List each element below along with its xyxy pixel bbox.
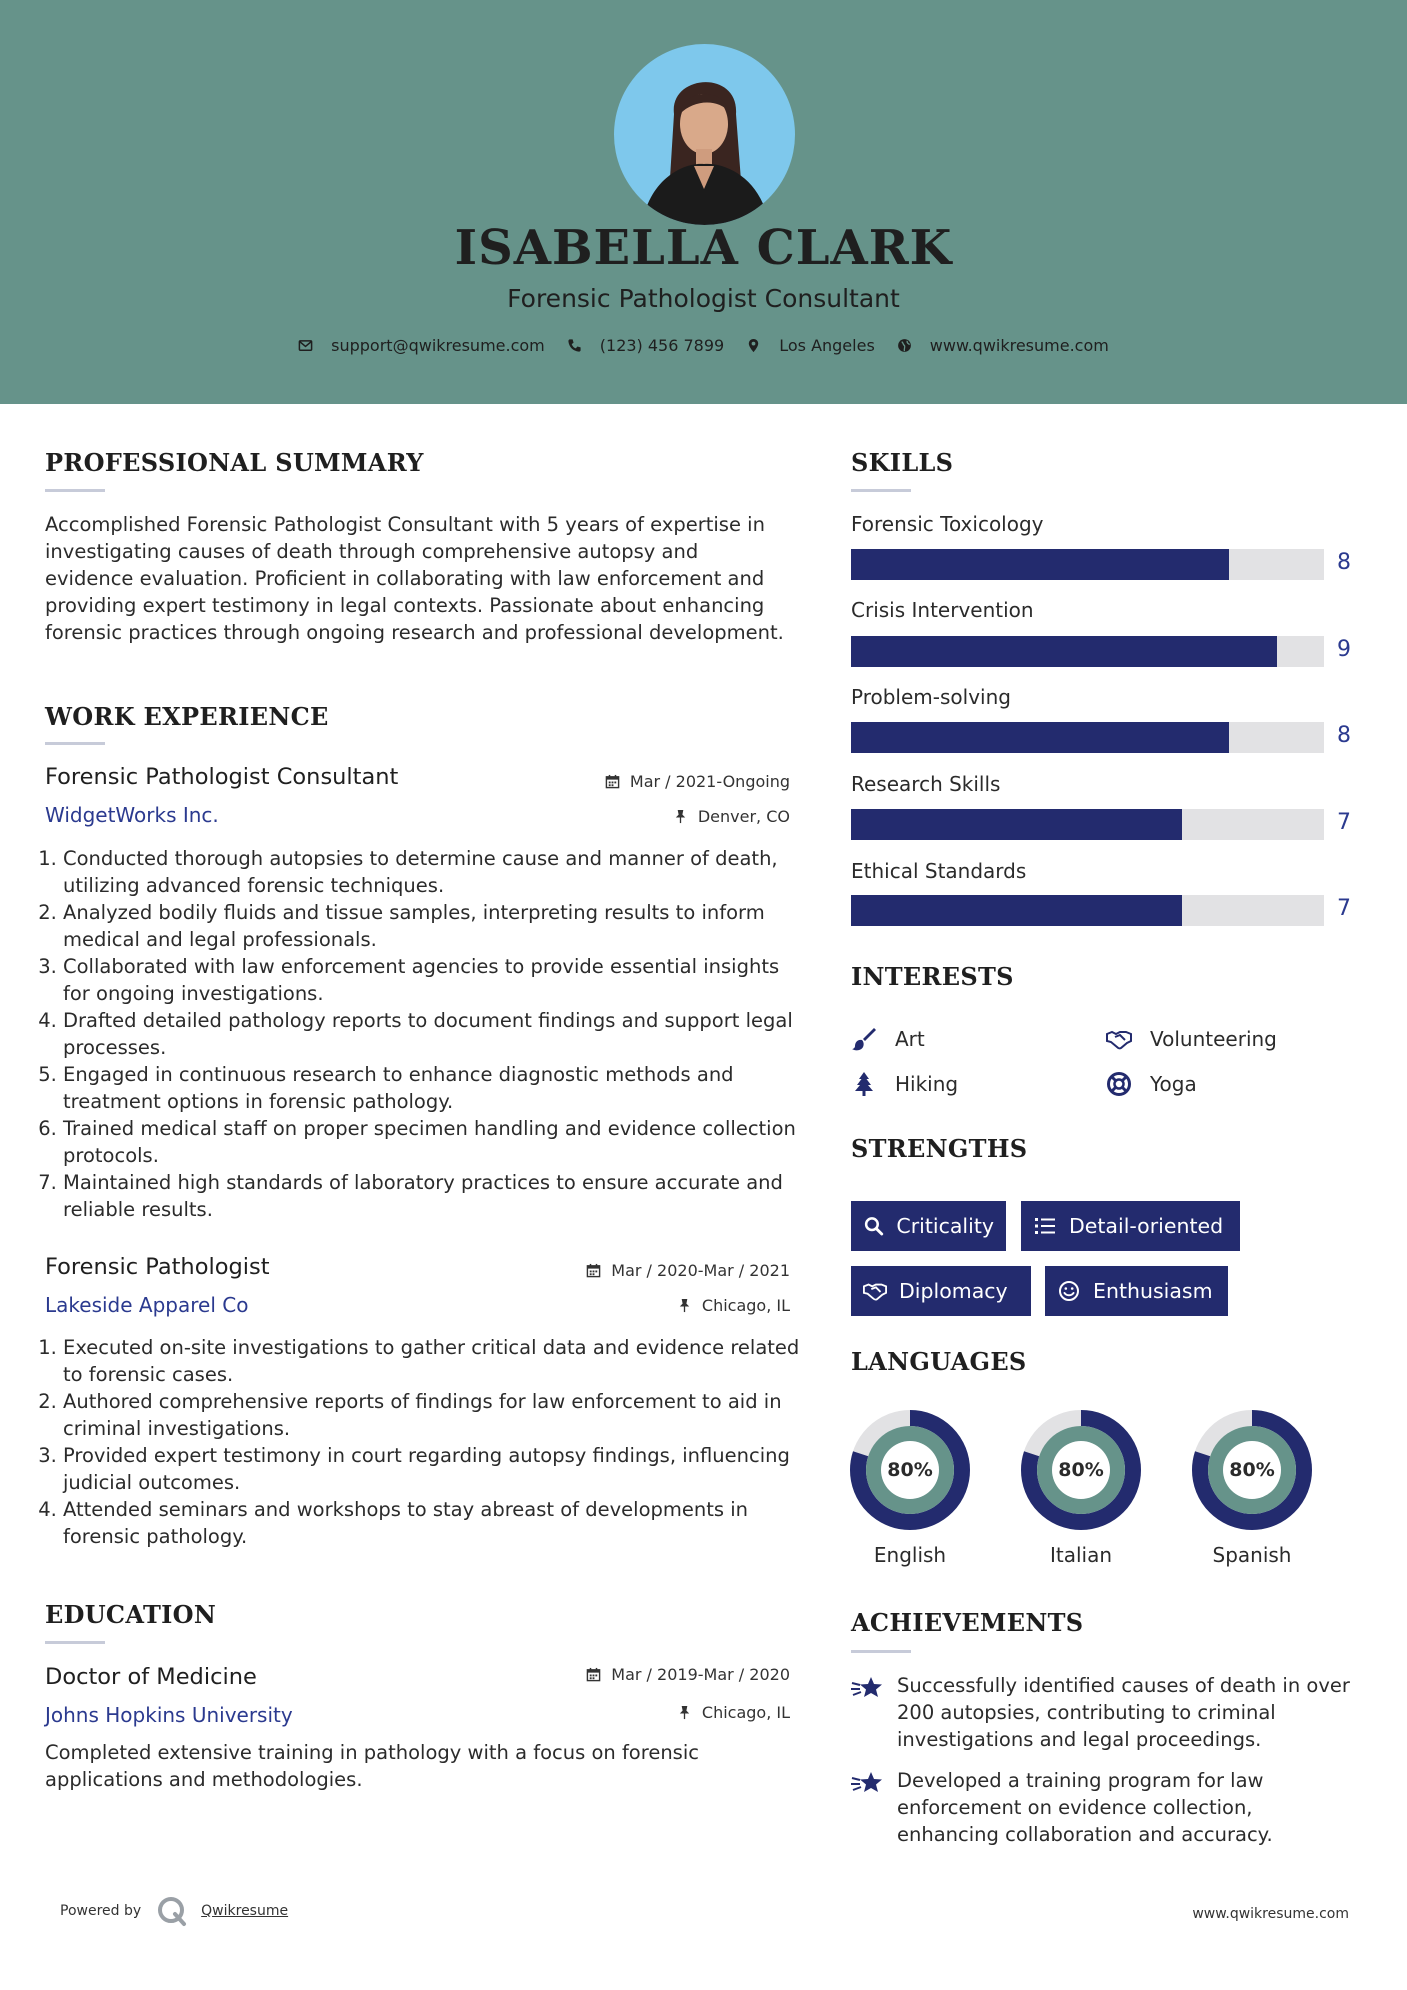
language-label: Spanish <box>1212 1543 1292 1567</box>
interests-heading: INTERESTS <box>851 962 1014 991</box>
education-text: Completed extensive training in pathology with a focus on forensic applications and methodologies. <box>45 1741 699 1791</box>
skill-label: Problem-solving <box>851 685 1011 709</box>
calendar-icon <box>605 774 620 789</box>
strength-chip <box>1021 1201 1240 1251</box>
language-label: English <box>873 1543 947 1567</box>
strength-label: Enthusiasm <box>1093 1279 1213 1303</box>
interest-item <box>1106 1026 1277 1052</box>
contact-phone[interactable] <box>567 336 724 355</box>
calendar-icon <box>586 1263 601 1278</box>
handshake-icon <box>863 1279 887 1303</box>
interest-item <box>851 1026 925 1052</box>
skill-bar-fill <box>851 809 1182 840</box>
list-item: 6. Trained medical staff on proper specimen handling and evidence collection protocols. <box>63 1115 808 1169</box>
skill-value: 8 <box>1337 723 1351 748</box>
language-item <box>849 1409 971 1567</box>
skill-label: Research Skills <box>851 772 1001 796</box>
education-location <box>540 1703 790 1722</box>
skill-value: 7 <box>1337 896 1351 921</box>
strength-chip <box>851 1201 1006 1251</box>
skill-value: 9 <box>1337 637 1351 662</box>
list-item: 7. Maintained high standards of laboratory practices to ensure accurate and reliable results. <box>63 1169 808 1223</box>
handshake-icon <box>1106 1026 1132 1052</box>
contact-location <box>746 336 875 355</box>
strength-chip <box>1045 1266 1228 1316</box>
education-degree: Doctor of Medicine <box>45 1664 257 1690</box>
education-school: Johns Hopkins University <box>45 1703 293 1727</box>
achievements-heading: ACHIEVEMENTS <box>851 1608 1084 1637</box>
interest-label: Hiking <box>895 1072 959 1096</box>
paintbrush-icon <box>851 1026 877 1052</box>
education-heading: EDUCATION <box>45 1600 217 1629</box>
shooting-star-icon <box>851 1674 885 1702</box>
search-icon <box>863 1214 884 1238</box>
list-item: 1. Executed on-site investigations to gather critical data and evidence related to forensic cases. <box>63 1334 808 1388</box>
job-location-text: Denver, CO <box>697 807 790 826</box>
achievement-text: Developed a training program for law enforcement on evidence collection, enhancing collaboration and accuracy. <box>897 1769 1273 1846</box>
language-donut <box>1020 1409 1142 1531</box>
skill-value: 8 <box>1337 550 1351 575</box>
brand-link[interactable]: Qwikresume <box>201 1903 289 1919</box>
smile-icon <box>1057 1279 1081 1303</box>
pushpin-icon <box>673 809 688 824</box>
skills-heading: SKILLS <box>851 448 954 477</box>
job-location-text: Chicago, IL <box>701 1296 790 1315</box>
contact-phone-text: (123) 456 7899 <box>599 336 725 355</box>
job-date <box>540 772 790 791</box>
phone-icon <box>567 338 582 353</box>
skill-bar-fill <box>851 636 1277 667</box>
skill-bar-fill <box>851 549 1229 580</box>
list-item: 3. Provided expert testimony in court regarding autopsy findings, influencing judicial outcomes. <box>63 1442 808 1496</box>
summary-underline <box>45 489 105 492</box>
list-item: 5. Engaged in continuous research to enhance diagnostic methods and treatment options in forensic pathology. <box>63 1061 808 1115</box>
tree-icon <box>851 1071 877 1097</box>
skill-bar-fill <box>851 722 1229 753</box>
language-item <box>1020 1409 1142 1567</box>
job-location <box>540 1296 790 1315</box>
shooting-star-icon <box>851 1769 885 1797</box>
language-donut <box>849 1409 971 1531</box>
education-date <box>540 1665 790 1684</box>
job-company: Lakeside Apparel Co <box>45 1293 249 1317</box>
job-bullets <box>45 845 808 1223</box>
skill-bar <box>851 636 1324 667</box>
strength-label: Criticality <box>896 1214 994 1238</box>
languages-heading: LANGUAGES <box>851 1347 1027 1376</box>
pushpin-icon <box>677 1705 692 1720</box>
job-date-text: Mar / 2021-Ongoing <box>629 772 790 791</box>
education-date-text: Mar / 2019-Mar / 2020 <box>611 1665 790 1684</box>
donut-percent: 80% <box>1229 1459 1275 1481</box>
envelope-icon <box>298 338 313 353</box>
calendar-icon <box>586 1667 601 1682</box>
interest-label: Volunteering <box>1150 1027 1277 1051</box>
interest-item <box>1106 1071 1197 1097</box>
job-location <box>540 807 790 826</box>
globe-icon <box>897 338 912 353</box>
candidate-role: Forensic Pathologist Consultant <box>507 284 900 313</box>
list-item: 4. Attended seminars and workshops to stay abreast of developments in forensic pathology. <box>63 1496 808 1550</box>
footer-powered-by <box>60 1894 288 1928</box>
contact-location-text: Los Angeles <box>779 336 875 355</box>
skill-bar-fill <box>851 895 1182 926</box>
achievement-text: Successfully identified causes of death in over 200 autopsies, contributing to criminal investigations and legal proceedings. <box>897 1674 1350 1751</box>
skill-value: 7 <box>1337 810 1351 835</box>
language-item <box>1191 1409 1313 1567</box>
language-donut <box>1191 1409 1313 1531</box>
education-underline <box>45 1641 105 1644</box>
pushpin-icon <box>677 1298 692 1313</box>
donut-percent: 80% <box>1058 1459 1104 1481</box>
footer-site[interactable]: www.qwikresume.com <box>1192 1906 1349 1922</box>
candidate-name: ISABELLA CLARK <box>454 220 953 276</box>
header-banner <box>0 0 1407 404</box>
skill-bar <box>851 895 1324 926</box>
summary-heading: PROFESSIONAL SUMMARY <box>45 448 424 477</box>
interest-item <box>851 1071 958 1097</box>
interest-label: Yoga <box>1150 1072 1197 1096</box>
list-item: 1. Conducted thorough autopsies to determine cause and manner of death, utilizing advanced forensic techniques. <box>63 845 808 899</box>
skill-label: Forensic Toxicology <box>851 512 1044 536</box>
job-date-text: Mar / 2020-Mar / 2021 <box>611 1261 790 1280</box>
summary-text: Accomplished Forensic Pathologist Consultant with 5 years of expertise in investigating causes of death through comprehensive autopsy and evidence evaluation. Proficient in collaborating with law enforcement and providing expert testimony in legal contexts. Passionate about enhancing forensic practices through ongoing research and professional development. <box>45 513 784 644</box>
achievement-item <box>851 1672 1357 1753</box>
skill-bar <box>851 809 1324 840</box>
experience-underline <box>45 742 105 745</box>
language-label: Italian <box>1049 1543 1113 1567</box>
skill-bar <box>851 722 1324 753</box>
interest-label: Art <box>895 1027 925 1051</box>
lifering-icon <box>1106 1071 1132 1097</box>
strength-label: Diplomacy <box>899 1279 1008 1303</box>
contact-email[interactable] <box>298 336 545 355</box>
list-item: 4. Drafted detailed pathology reports to document findings and support legal processes. <box>63 1007 808 1061</box>
job-title: Forensic Pathologist Consultant <box>45 764 399 790</box>
job-company: WidgetWorks Inc. <box>45 803 219 827</box>
map-pin-icon <box>746 338 761 353</box>
strength-chip <box>851 1266 1031 1316</box>
job-title: Forensic Pathologist <box>45 1254 270 1280</box>
contact-website[interactable] <box>897 336 1109 355</box>
contact-email-text: support@qwikresume.com <box>331 336 545 355</box>
profile-photo <box>614 44 795 225</box>
skill-label: Ethical Standards <box>851 859 1027 883</box>
education-location-text: Chicago, IL <box>701 1703 790 1722</box>
donut-percent: 80% <box>887 1459 933 1481</box>
contact-row <box>0 336 1407 355</box>
list-item: 2. Authored comprehensive reports of findings for law enforcement to aid in criminal investigations. <box>63 1388 808 1442</box>
achievement-item <box>851 1767 1357 1848</box>
list-item: 2. Analyzed bodily fluids and tissue samples, interpreting results to inform medical and legal professionals. <box>63 899 808 953</box>
job-bullets <box>45 1334 808 1550</box>
skill-bar <box>851 549 1324 580</box>
job-date <box>540 1261 790 1280</box>
strengths-heading: STRENGTHS <box>851 1134 1028 1163</box>
powered-by-label: Powered by <box>60 1903 142 1919</box>
qwikresume-logo-icon <box>155 1894 189 1928</box>
list-icon <box>1033 1214 1057 1238</box>
skills-underline <box>851 489 911 492</box>
experience-heading: WORK EXPERIENCE <box>45 702 329 731</box>
contact-website-text: www.qwikresume.com <box>929 336 1109 355</box>
achievements-underline <box>851 1650 911 1653</box>
list-item: 3. Collaborated with law enforcement agencies to provide essential insights for ongoing investigations. <box>63 953 808 1007</box>
skill-label: Crisis Intervention <box>851 598 1034 622</box>
strength-label: Detail-oriented <box>1069 1214 1224 1238</box>
